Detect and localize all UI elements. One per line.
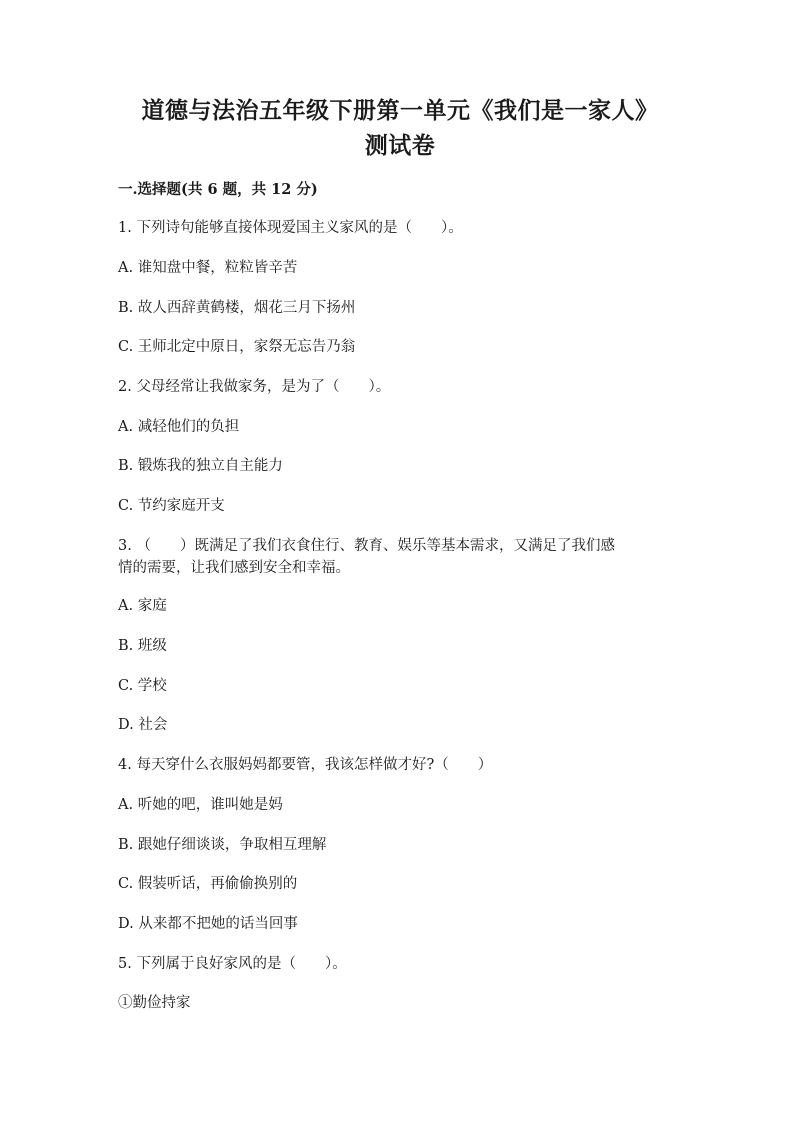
page-title-line-2: 测试卷 [364,132,436,159]
question-1-stem: 1. 下列诗句能够直接体现爱国主义家风的是（ ）。 [118,220,463,236]
question-4-option-c: C. 假装听话，再偷偷换别的 [118,876,298,892]
question-2-option-c: C. 节约家庭开支 [118,498,225,514]
question-2-option-a: A. 减轻他们的负担 [118,419,240,435]
section-heading: 一.选择题(共 6 题，共 12 分) [118,181,318,198]
question-1-option-a: A. 谁知盘中餐，粒粒皆辛苦 [118,260,298,276]
question-3-option-a: A. 家庭 [118,598,167,614]
question-5-stem: 5. 下列属于良好家风的是（ ）。 [118,956,347,972]
question-2-option-b: B. 锻炼我的独立自主能力 [118,458,283,474]
question-3-stem-line-2: 情的需要，让我们感到安全和幸福。 [118,560,350,576]
question-3-option-d: D. 社会 [118,717,168,733]
question-1-option-c: C. 王师北定中原日，家祭无忘告乃翁 [118,339,356,355]
question-4-option-a: A. 听她的吧，谁叫她是妈 [118,797,283,813]
question-3-option-c: C. 学校 [118,678,167,694]
question-4-option-b: B. 跟她仔细谈谈，争取相互理解 [118,837,327,853]
question-4-option-d: D. 从来都不把她的话当回事 [118,916,298,932]
question-2-stem: 2. 父母经常让我做家务，是为了（ ）。 [118,379,391,395]
question-4-stem: 4. 每天穿什么衣服妈妈都要管，我该怎样做才好?（ ） [118,757,493,773]
page-title-line-1: 道德与法治五年级下册第一单元《我们是一家人》 [141,97,659,124]
question-3-option-b: B. 班级 [118,638,167,654]
question-3-stem-line-1: 3. （ ）既满足了我们衣食住行、教育、娱乐等基本需求，又满足了我们感 [118,538,615,554]
question-1-option-b: B. 故人西辞黄鹤楼，烟花三月下扬州 [118,300,356,316]
question-5-item-1: ①勤俭持家 [118,995,191,1011]
